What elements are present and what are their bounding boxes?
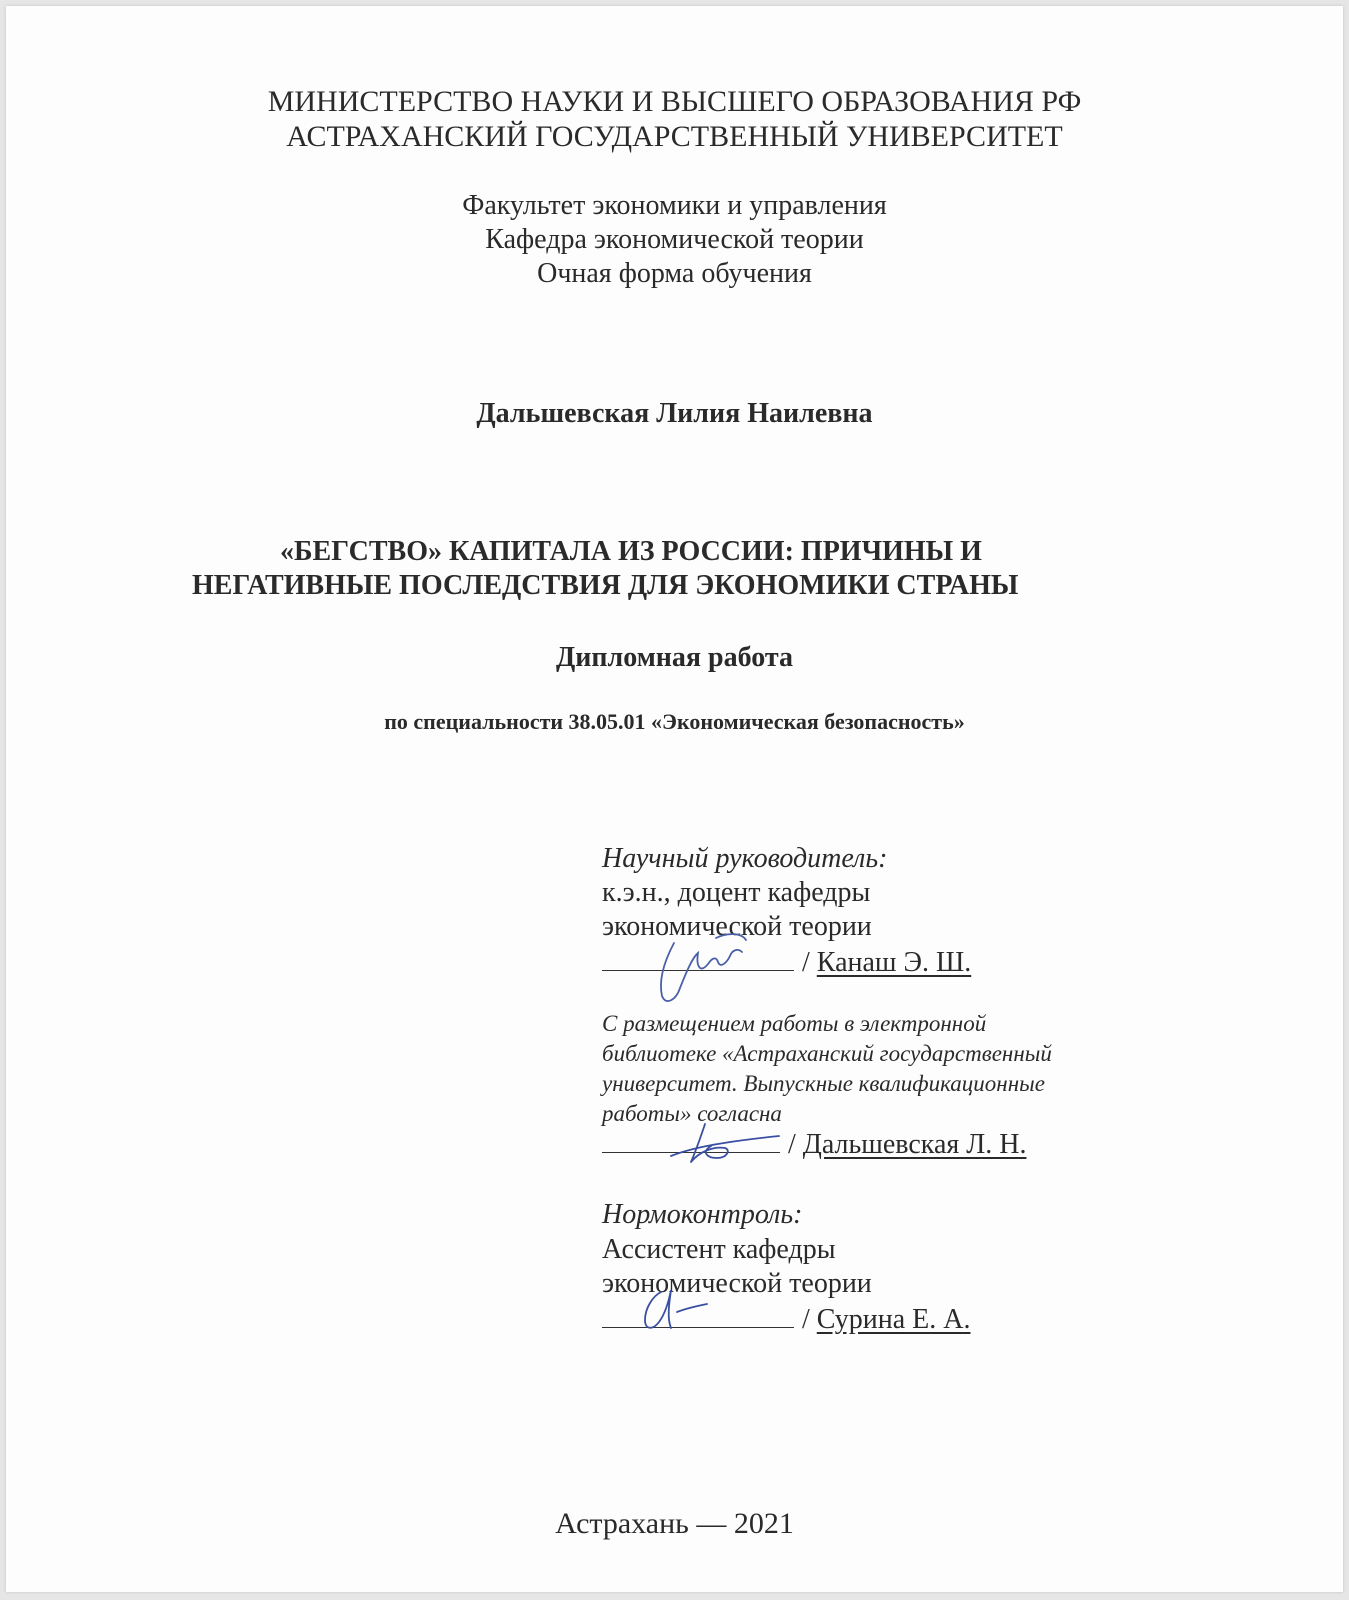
document-page <box>6 6 1343 1592</box>
consent-line1: С размещением работы в электронной <box>602 1011 987 1036</box>
supervisor-position: к.э.н., доцент кафедры <box>602 877 871 908</box>
consent-line2: библиотеке «Астраханский государственный <box>602 1041 1052 1066</box>
thesis-title-line1: «БЕГСТВО» КАПИТАЛА ИЗ РОССИИ: ПРИЧИНЫ И <box>280 536 982 567</box>
supervisor-heading: Научный руководитель: <box>602 843 888 874</box>
signature-line <box>602 1126 780 1153</box>
supervisor-department: экономической теории <box>602 911 872 942</box>
work-type: Дипломная работа <box>556 642 793 673</box>
consent-signature-row: / Дальшевская Л. Н. <box>602 1126 1026 1162</box>
faculty-name: Факультет экономики и управления <box>462 190 887 221</box>
ministry-heading: МИНИСТЕРСТВО НАУКИ И ВЫСШЕГО ОБРАЗОВАНИЯ РФ <box>267 85 1082 118</box>
university-heading: АСТРАХАНСКИЙ ГОСУДАРСТВЕННЫЙ УНИВЕРСИТЕТ <box>286 120 1063 153</box>
department-name: Кафедра экономической теории <box>485 224 864 255</box>
supervisor-name: Канаш Э. Ш. <box>816 947 972 978</box>
signature-line <box>602 1301 794 1328</box>
footer-city-year: Астрахань — 2021 <box>555 1507 794 1540</box>
normcontrol-position: Ассистент кафедры <box>602 1234 836 1265</box>
consent-name: Дальшевская Л. Н. <box>802 1129 1027 1160</box>
consent-line3: университет. Выпускные квалификационные <box>602 1071 1045 1096</box>
study-form: Очная форма обучения <box>537 258 812 289</box>
specialty: по специальности 38.05.01 «Экономическая безопасность» <box>384 709 965 734</box>
normcontrol-name: Сурина Е. А. <box>816 1304 971 1335</box>
consent-line4: работы» согласна <box>602 1101 782 1126</box>
author-name: Дальшевская Лилия Наилевна <box>476 398 873 429</box>
supervisor-signature-row: / Канаш Э. Ш. <box>602 944 971 980</box>
normcontrol-heading: Нормоконтроль: <box>602 1199 803 1230</box>
signature-line <box>602 944 794 971</box>
thesis-title-line2: НЕГАТИВНЫЕ ПОСЛЕДСТВИЯ ДЛЯ ЭКОНОМИКИ СТРАНЫ <box>192 570 1019 601</box>
normcontrol-department: экономической теории <box>602 1268 872 1299</box>
normcontrol-signature-row: / Сурина Е. А. <box>602 1301 970 1337</box>
